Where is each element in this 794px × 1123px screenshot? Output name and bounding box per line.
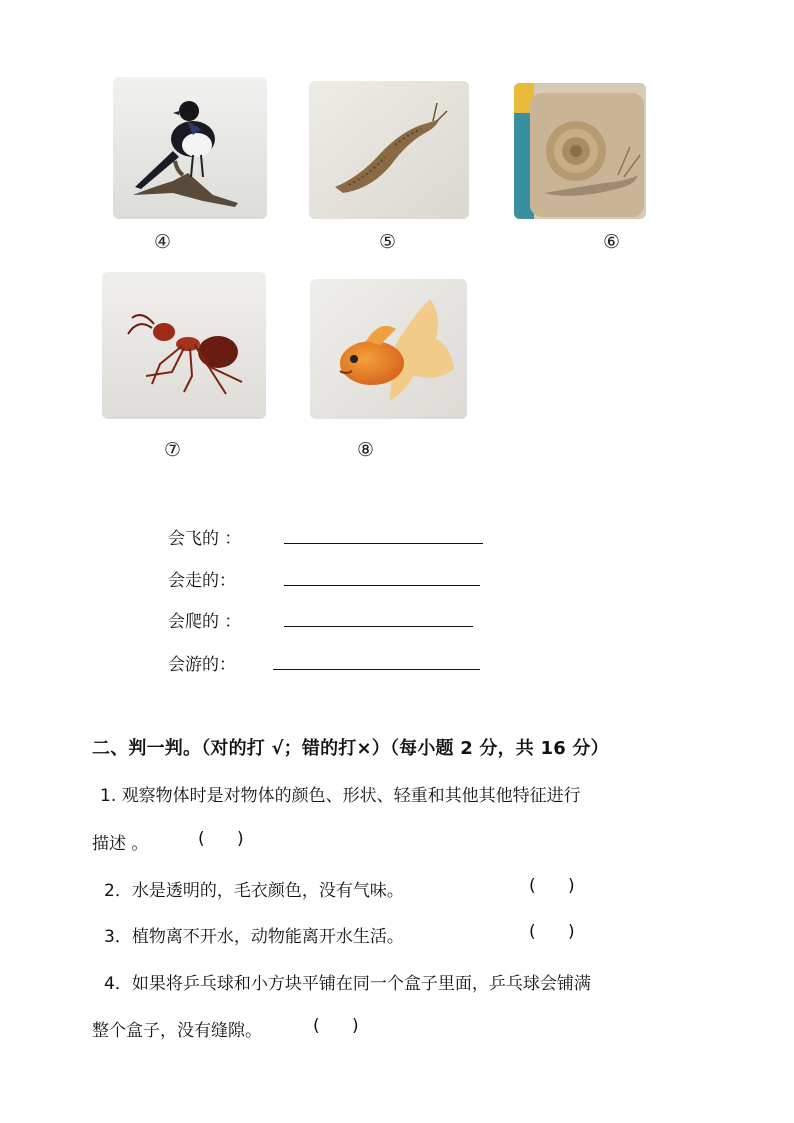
magpie-image xyxy=(113,77,267,219)
category-swim-label: 会游的： xyxy=(168,655,236,675)
question-3: 3．植物离不开水，动物能离开水生活。 xyxy=(104,927,404,947)
image-number-label: ⑤ xyxy=(379,231,397,253)
answer-line-swim[interactable] xyxy=(273,669,480,670)
image-number-label: ⑧ xyxy=(357,439,375,461)
question-1-line-2: 描述 。 xyxy=(92,834,149,854)
section-title: 二、判一判。（对的打 √；错的打×）（每小题 2 分，共 16 分） xyxy=(92,738,609,759)
category-walk-label: 会走的： xyxy=(168,571,236,591)
question-4-line-2: 整个盒子，没有缝隙。 xyxy=(92,1021,262,1041)
answer-bracket-3[interactable]: ( ) xyxy=(529,922,575,942)
answer-bracket-1[interactable]: ( ) xyxy=(198,829,244,849)
question-1-line-1: 1. 观察物体时是对物体的颜色、形状、轻重和其他其他特征进行 xyxy=(100,786,581,806)
question-4-line-1: 4．如果将乒乓球和小方块平铺在同一个盒子里面，乒乓球会铺满 xyxy=(104,974,591,994)
answer-line-crawl[interactable] xyxy=(284,626,473,627)
image-number-label: ⑦ xyxy=(164,439,182,461)
answer-line-walk[interactable] xyxy=(284,585,480,586)
answer-bracket-2[interactable]: ( ) xyxy=(529,876,575,896)
answer-line-fly[interactable] xyxy=(284,543,483,544)
category-crawl-label: 会爬的 ： xyxy=(168,612,242,632)
answer-bracket-4[interactable]: ( ) xyxy=(313,1016,359,1036)
question-2: 2．水是透明的，毛衣颜色，没有气味。 xyxy=(104,881,404,901)
snail-image xyxy=(514,83,646,219)
category-fly-label: 会飞的 ： xyxy=(168,529,242,549)
ant-image xyxy=(102,272,266,419)
slug-image xyxy=(309,81,469,219)
goldfish-image xyxy=(310,279,467,419)
image-number-label: ⑥ xyxy=(603,231,621,253)
image-number-label: ④ xyxy=(154,231,172,253)
